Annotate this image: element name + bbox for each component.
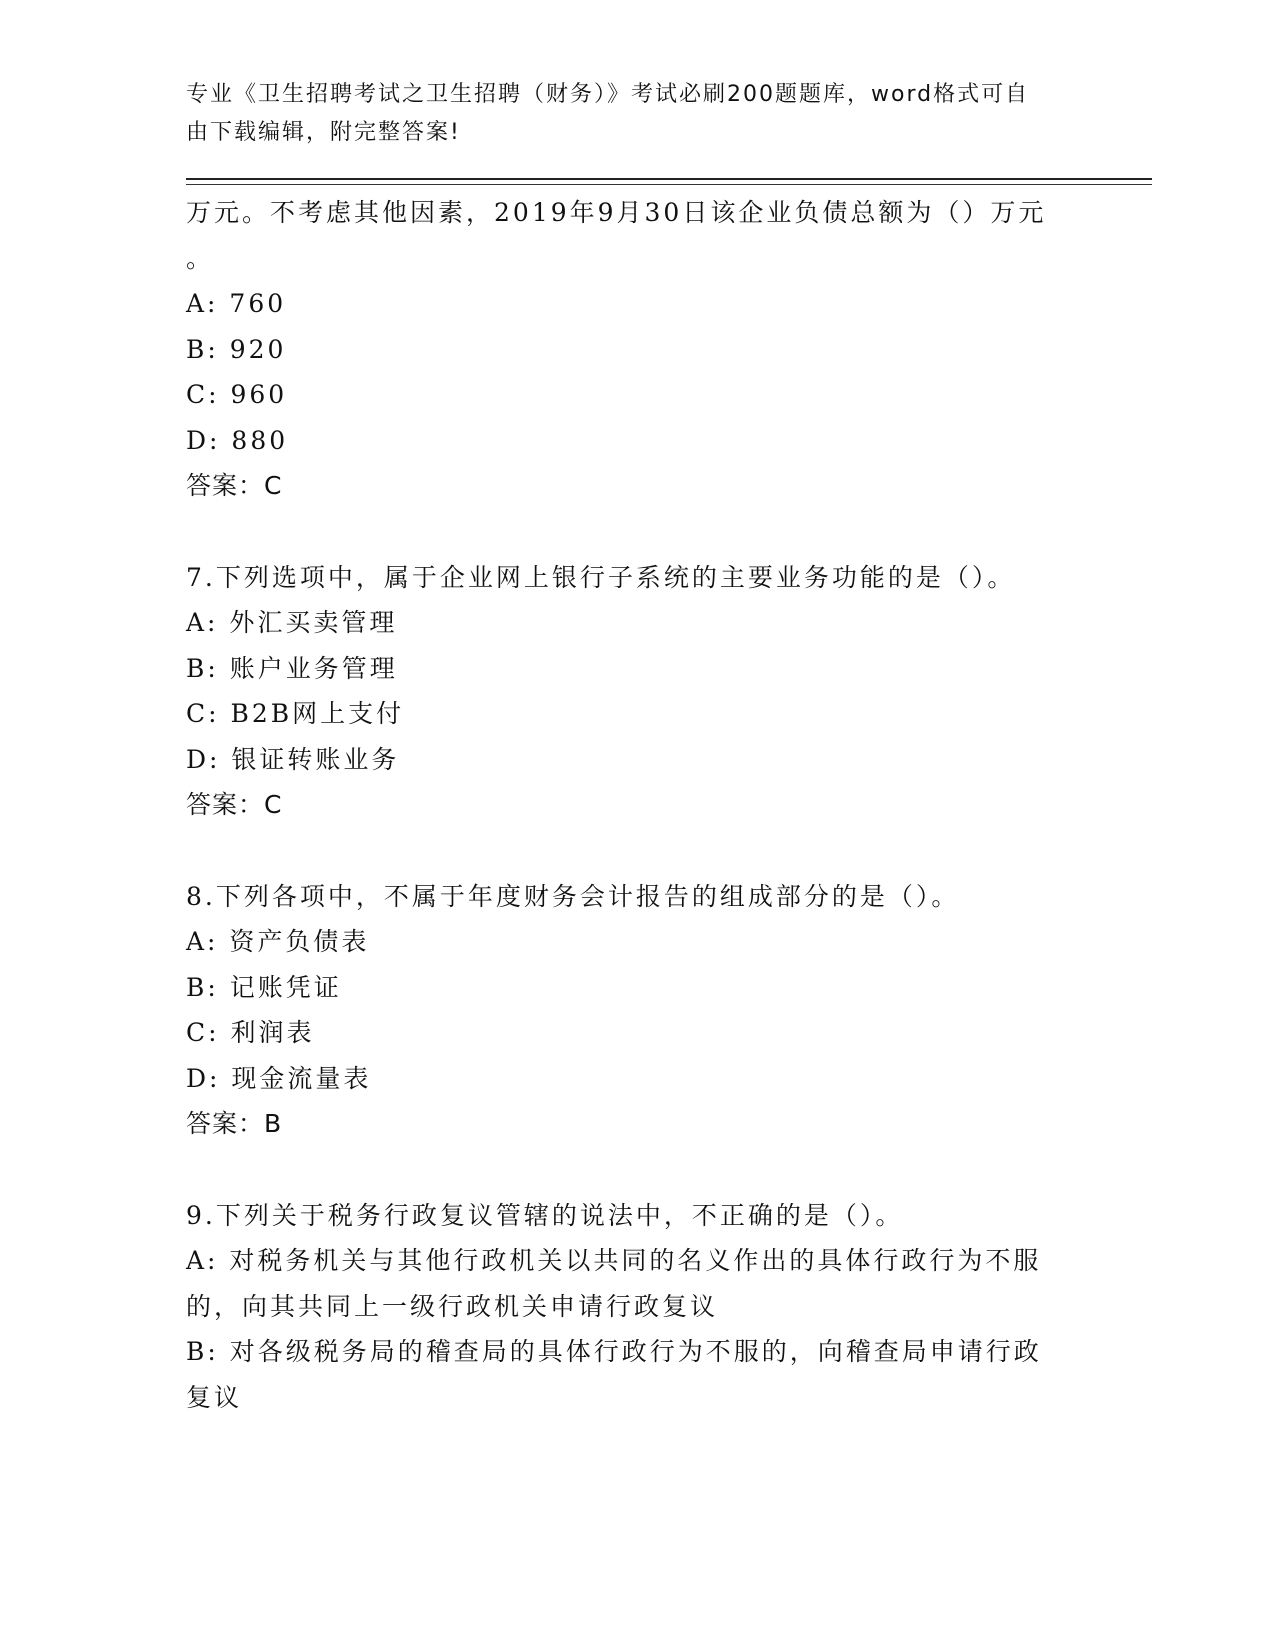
header-divider-thin <box>186 184 1152 185</box>
question-8-option-c: C: 利润表 <box>186 1018 315 1047</box>
question-9-option-a-line-2: 的，向其共同上一级行政机关申请行政复议 <box>186 1291 719 1321</box>
question-8-option-b: B: 记账凭证 <box>186 972 342 1002</box>
document-header <box>186 76 1066 152</box>
question-6-option-b: B: 920 <box>186 334 287 364</box>
question-8-answer: 答案：B <box>186 1109 283 1138</box>
question-6 <box>186 190 1086 509</box>
header-divider-thick <box>186 178 1152 180</box>
question-7 <box>186 555 1086 828</box>
question-8 <box>186 874 1086 1147</box>
question-7-answer: 答案：C <box>186 790 283 819</box>
question-9-option-b-line-1: B: 对各级税务局的稽查局的具体行政行为不服的，向稽查局申请行政 <box>186 1337 1042 1366</box>
question-6-option-d: D: 880 <box>186 425 289 455</box>
question-list <box>186 190 1086 1420</box>
question-7-option-c: C: B2B网上支付 <box>186 699 405 728</box>
question-6-answer: 答案：C <box>186 471 283 500</box>
question-8-stem: 8.下列各项中，不属于年度财务会计报告的组成部分的是（）。 <box>186 881 960 911</box>
question-9-option-a-line-1: A: 对税务机关与其他行政机关以共同的名义作出的具体行政行为不服 <box>186 1246 1042 1275</box>
question-6-stem-continued-2: 。 <box>186 243 215 273</box>
question-9 <box>186 1193 1086 1421</box>
spacer <box>186 828 1086 874</box>
header-line-1: 专业《卫生招聘考试之卫生招聘（财务）》考试必刷200题题库，word格式可自 <box>186 82 1030 107</box>
question-7-option-b: B: 账户业务管理 <box>186 653 398 683</box>
question-7-stem: 7.下列选项中，属于企业网上银行子系统的主要业务功能的是（）。 <box>186 562 1016 592</box>
question-6-option-c: C: 960 <box>186 380 288 409</box>
question-9-stem: 9.下列关于税务行政复议管辖的说法中，不正确的是（）。 <box>186 1200 904 1230</box>
question-6-option-a: A: 760 <box>186 289 287 318</box>
question-7-option-a: A: 外汇买卖管理 <box>186 608 398 637</box>
question-7-option-d: D: 银证转账业务 <box>186 744 400 774</box>
question-8-option-a: A: 资产负债表 <box>186 927 370 956</box>
question-8-option-d: D: 现金流量表 <box>186 1063 372 1093</box>
header-line-2: 由下载编辑，附完整答案! <box>186 120 461 145</box>
spacer <box>186 509 1086 555</box>
question-6-stem-continued-1: 万元。不考虑其他因素，2019年9月30日该企业负债总额为（）万元 <box>186 198 1047 227</box>
question-9-option-b-line-2: 复议 <box>186 1382 243 1412</box>
spacer <box>186 1147 1086 1193</box>
